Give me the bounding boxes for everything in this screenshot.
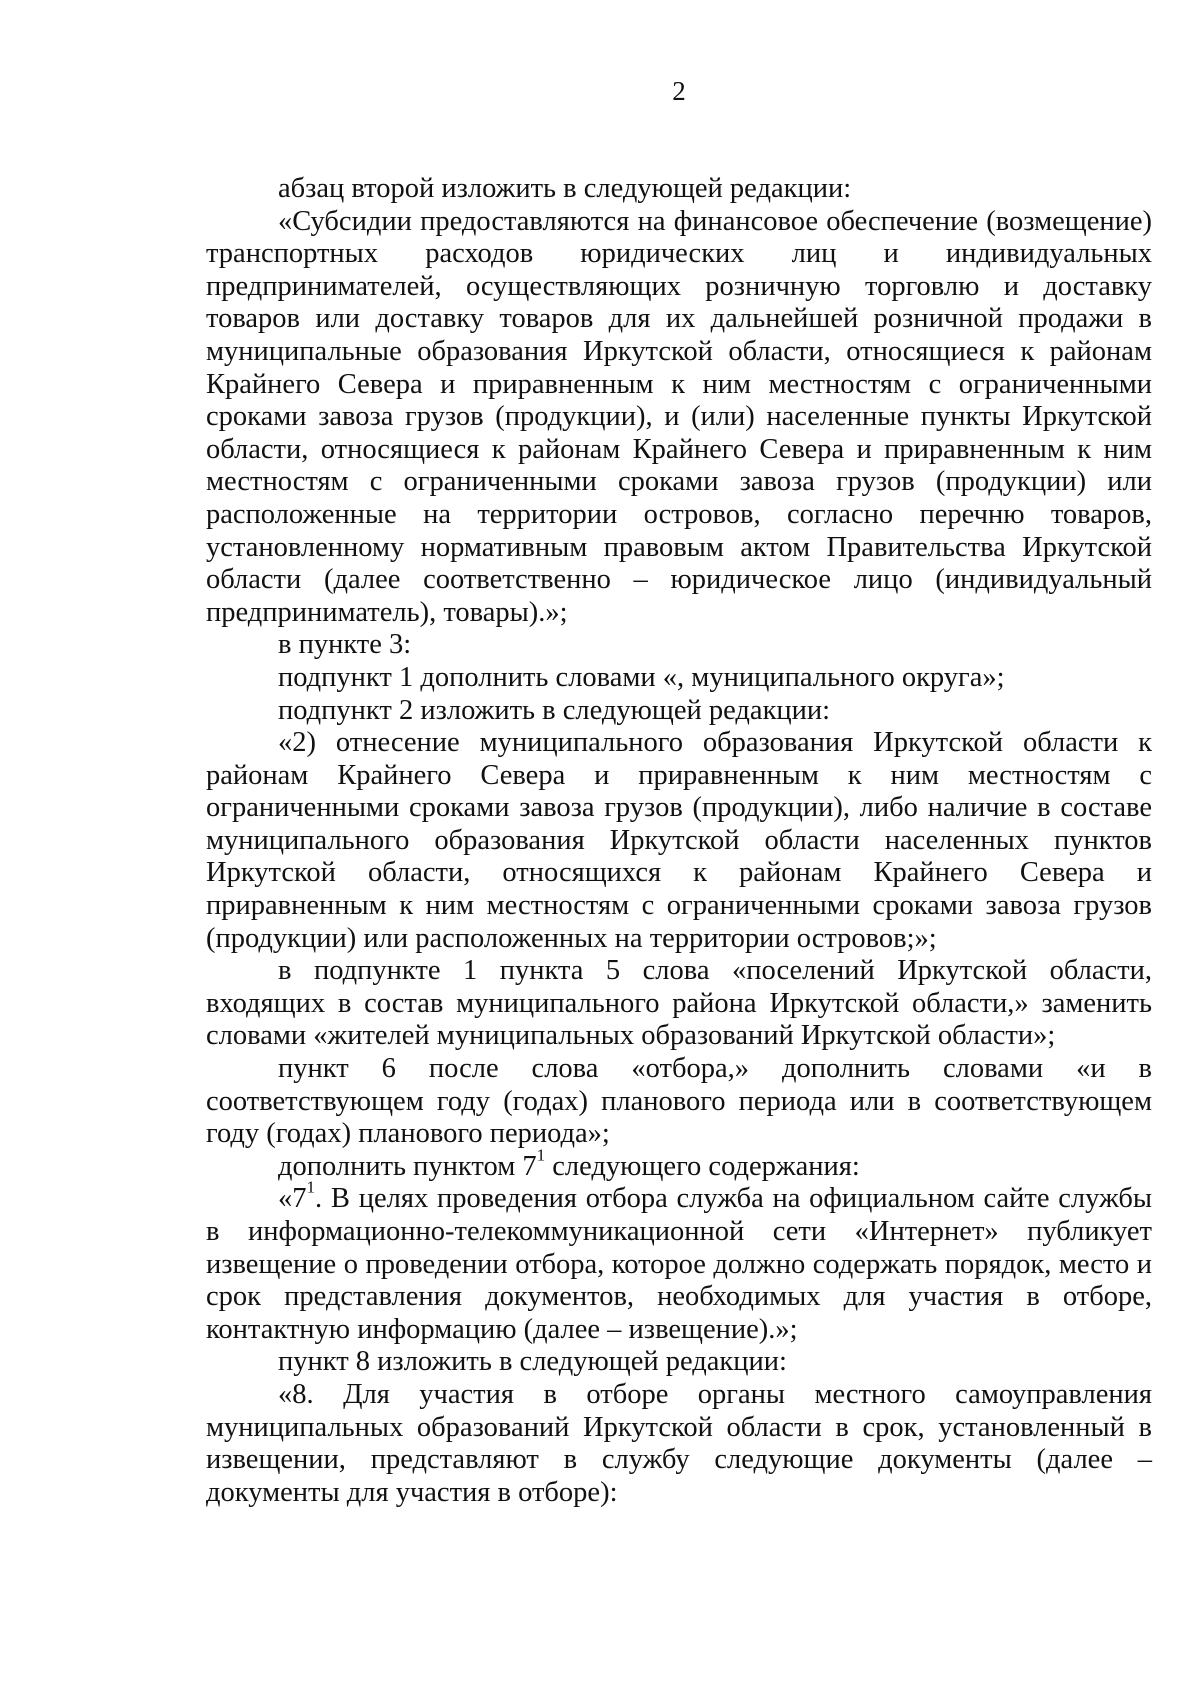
superscript: 1 [306, 1177, 316, 1197]
superscript: 1 [536, 1145, 546, 1165]
paragraph: пункт 6 после слова «отбора,» дополнить словами «и в соответствующем году (годах) планового периода или в соответствующем году (годах) планового периода»; [206, 1053, 1152, 1150]
paragraph: в пункте 3: [278, 629, 412, 661]
paragraph: «8. Для участия в отборе органы местного самоуправления муниципальных образований Иркутской области в срок, установленный в извещении, представляют в службу следующие документы (далее – документы для участия в отборе): [206, 1378, 1152, 1508]
paragraph: подпункт 2 изложить в следующей редакции: [278, 694, 831, 726]
paragraph: «$7^1$. В целях проведения отбора служба на официальном сайте службы в информационно-телекоммуникационной сети «Интернет» публикует извещение о проведении отбора, которое должно содержать порядок, место и срок представления документов, необходимых для участия в отборе, контактную информацию (далее – извещение).»; [206, 1177, 1152, 1345]
page-number: 2 [672, 76, 686, 106]
paragraph: «Субсидии предоставляются на финансовое обеспечение (возмещение) транспортных расходов юридических лиц и индивидуальных предпринимателей, осуществляющих розничную торговлю и доставку товаров или доставку товаров для их дальнейшей розничной продажи в муниципальные образования Иркутской области, относящиеся к районам Крайнего Севера и приравненным к ним местностям с ограниченными сроками завоза грузов (продукции), и (или) населенные пункты Иркутской области, относящиеся к районам Крайнего Севера и приравненным к ним местностям с ограниченными сроками завоза грузов (продукции) или расположенные на территории островов, согласно перечню товаров, установленному нормативным правовым актом Правительства Иркутской области (далее соответственно – юридическое лицо (индивидуальный предприниматель), товары).»; [206, 205, 1152, 628]
paragraph: «2) отнесение муниципального образования Иркутской области к районам Крайнего Севера и приравненным к ним местностям с ограниченными сроками завоза грузов (продукции), либо наличие в составе муниципального образования Иркутской области населенных пунктов Иркутской области, относящихся к районам Крайнего Севера и приравненным к ним местностям с ограниченными сроками завоза грузов (продукции) или расположенных на территории островов;»; [206, 727, 1152, 954]
paragraph: дополнить пунктом $7^1$ следующего содержания: [278, 1145, 860, 1182]
paragraph: абзац второй изложить в следующей редакции: [278, 173, 852, 204]
paragraph: пункт 8 изложить в следующей редакции: [278, 1346, 787, 1378]
paragraph: в подпункте 1 пункта 5 слова «поселений Иркутской области, входящих в состав муниципального района Иркутской области,» заменить словами «жителей муниципальных образований Иркутской области»; [206, 955, 1152, 1052]
document-body [206, 173, 1152, 1509]
paragraph: подпункт 1 дополнить словами «, муниципального округа»; [278, 661, 1005, 693]
